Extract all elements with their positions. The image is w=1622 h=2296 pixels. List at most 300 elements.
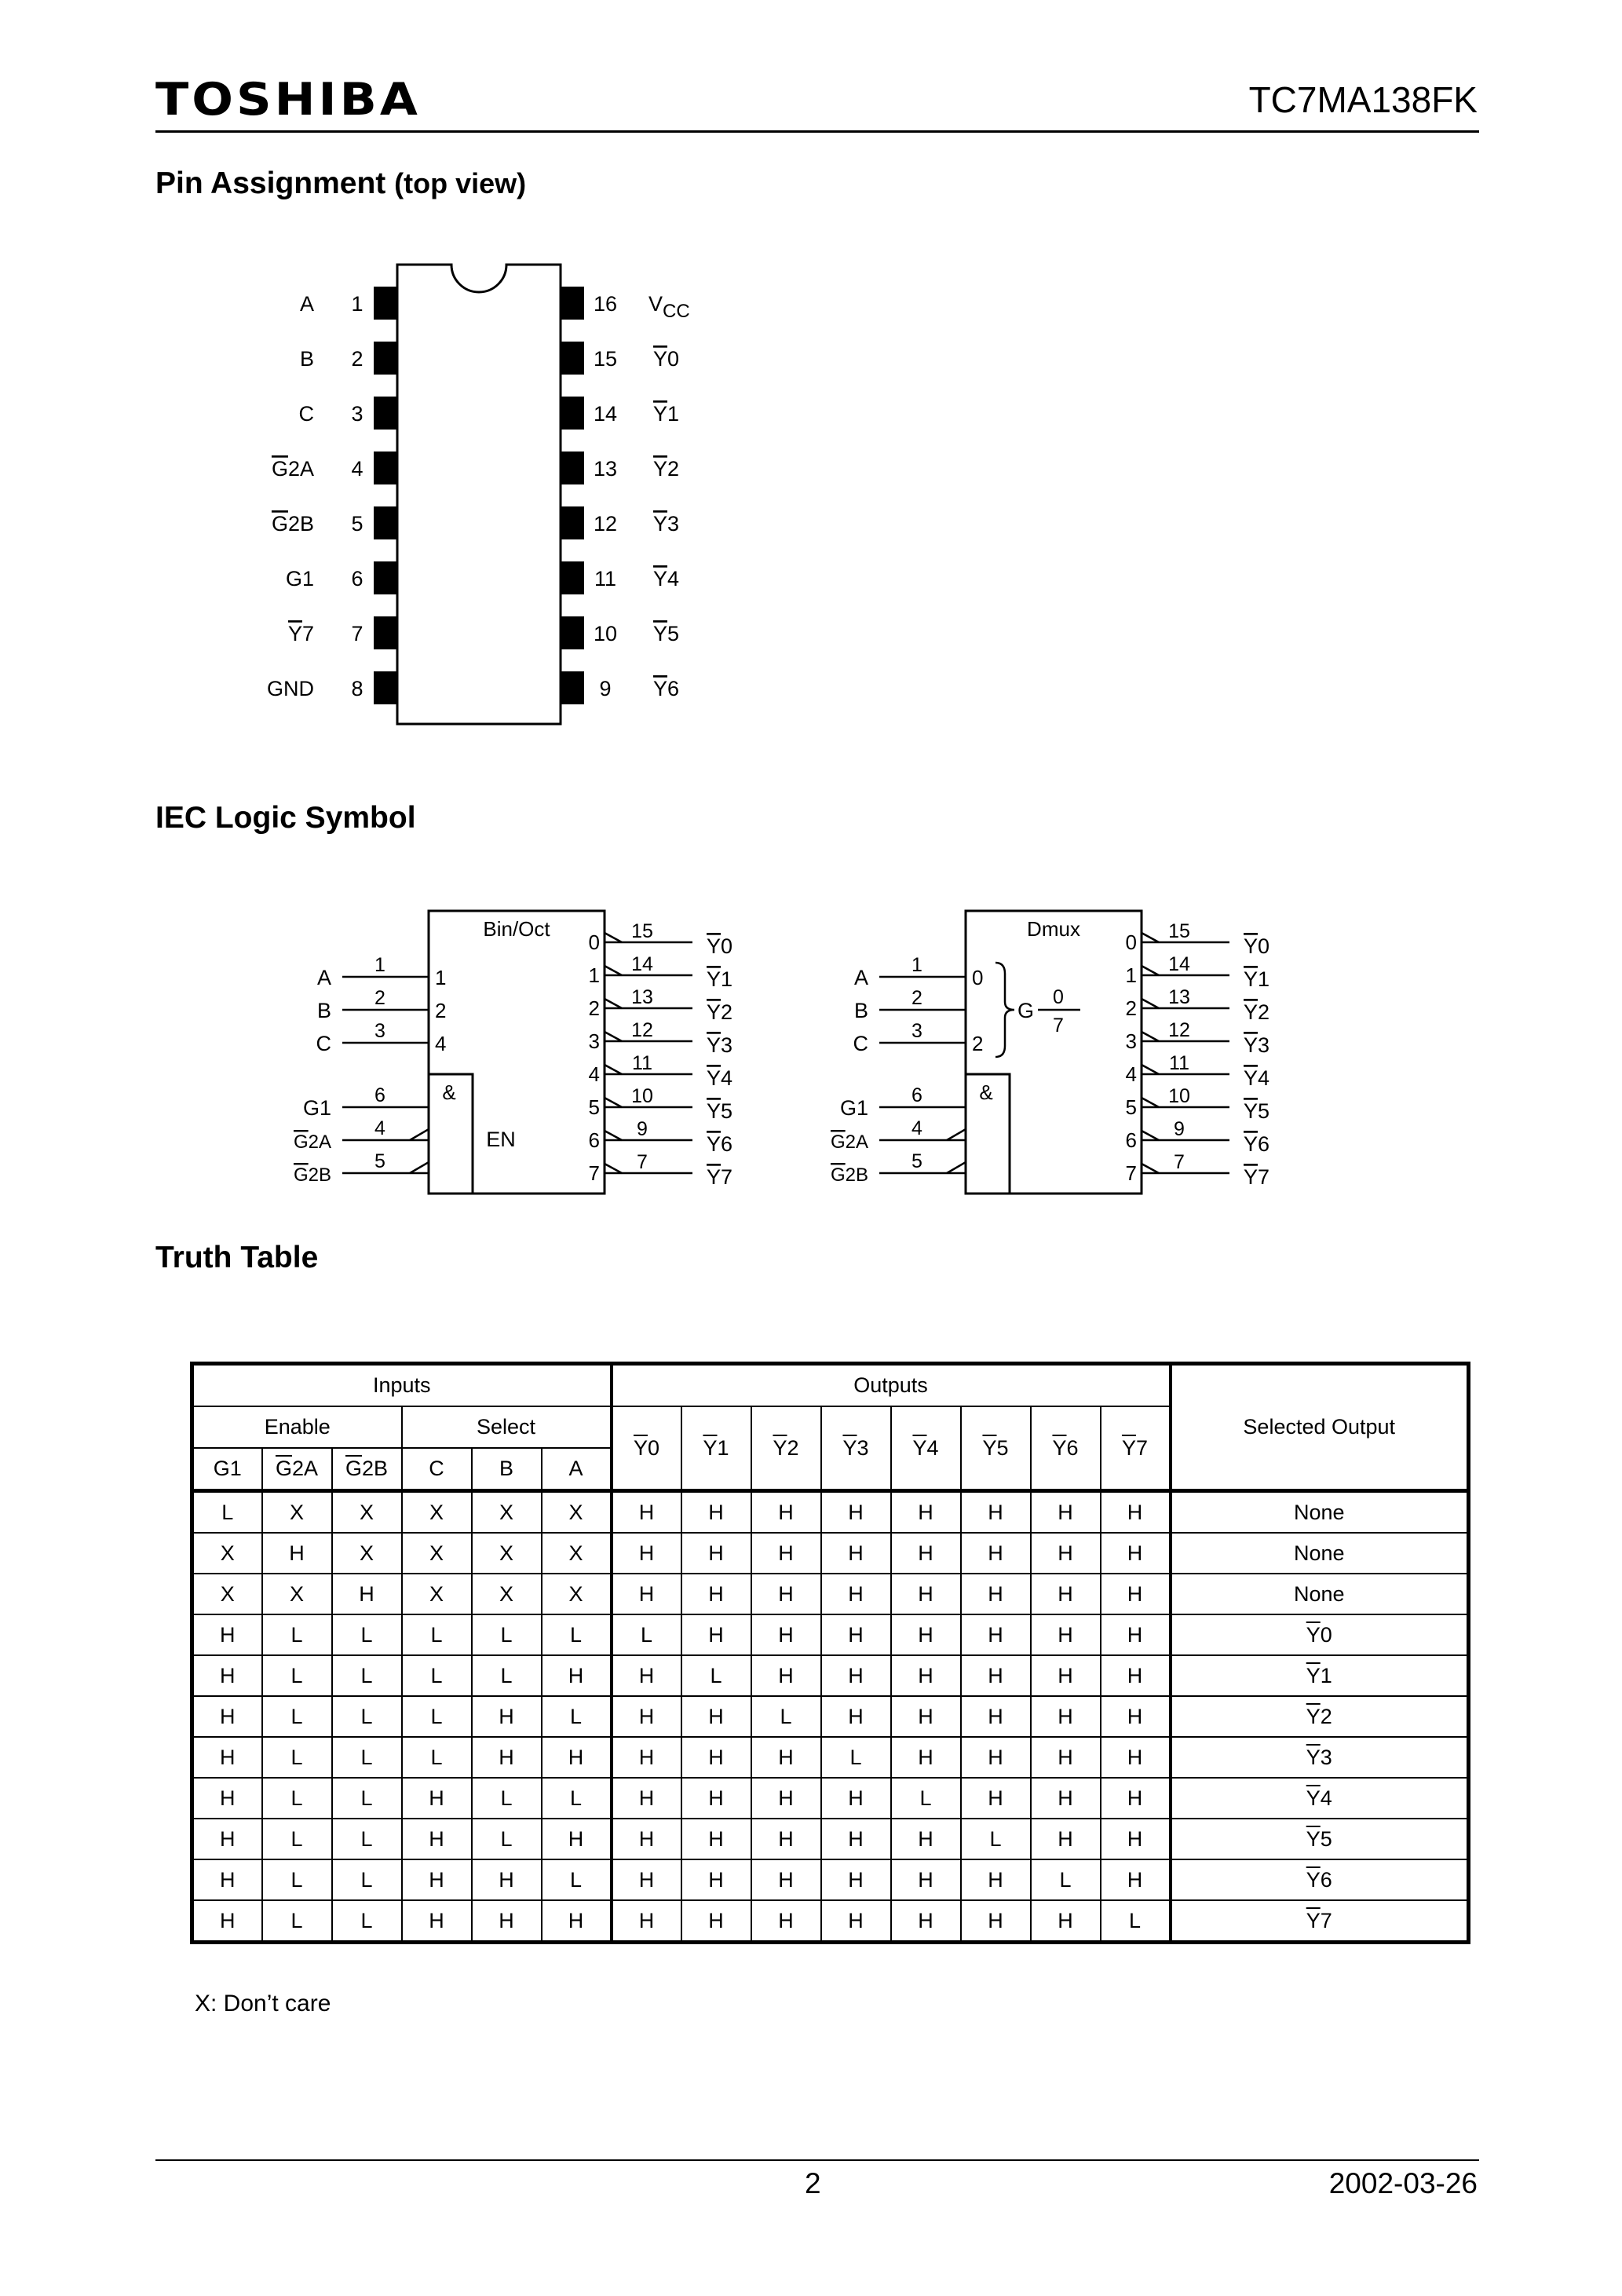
table-cell: H — [961, 1491, 1031, 1534]
table-cell: X — [262, 1574, 332, 1614]
table-cell: H — [821, 1574, 891, 1614]
table-cell: H — [1101, 1491, 1171, 1534]
table-cell: H — [472, 1900, 542, 1943]
table-cell: H — [612, 1819, 681, 1859]
table-cell: L — [472, 1614, 542, 1655]
table-cell: L — [1101, 1900, 1171, 1943]
table-cell: H — [891, 1574, 961, 1614]
table-cell: H — [681, 1859, 751, 1900]
table-cell: H — [681, 1900, 751, 1943]
table-cell: X — [332, 1533, 402, 1574]
negation-indicator — [410, 1162, 429, 1173]
selected-output-cell: None — [1171, 1574, 1469, 1614]
pin-number: 15 — [593, 347, 618, 371]
table-cell: X — [262, 1491, 332, 1534]
output-col-header: $\overline{Y}0$ — [612, 1406, 681, 1491]
table-cell: H — [1101, 1696, 1171, 1737]
table-cell: L — [472, 1778, 542, 1819]
negation-indicator — [1142, 1065, 1159, 1074]
table-cell: L — [332, 1859, 402, 1900]
input-pin: 1 — [911, 954, 922, 976]
negation-indicator — [1142, 966, 1159, 975]
pin-number: 13 — [593, 457, 618, 481]
table-cell: H — [961, 1859, 1031, 1900]
table-cell: H — [821, 1491, 891, 1534]
table-row — [192, 1655, 1469, 1696]
pin-number: 2 — [351, 347, 363, 371]
bin-oct-symbol — [294, 911, 732, 1194]
negation-indicator — [1142, 1098, 1159, 1107]
table-cell: L — [332, 1614, 402, 1655]
table-cell: H — [262, 1533, 332, 1574]
table-cell: H — [612, 1859, 681, 1900]
table-cell: L — [542, 1859, 612, 1900]
negation-indicator — [947, 1129, 966, 1140]
output-pin: 12 — [1168, 1019, 1190, 1041]
pin-pad — [561, 287, 584, 320]
table-cell: H — [681, 1778, 751, 1819]
table-cell: H — [402, 1859, 472, 1900]
input-col-header: $\overline{G}2B$ — [332, 1448, 402, 1491]
page-number: 2 — [805, 2167, 821, 2199]
selected-output-cell: $\overline{Y}1$ — [1171, 1655, 1469, 1696]
pin-pad — [374, 671, 397, 704]
pin-number: 8 — [351, 677, 363, 700]
table-cell: L — [612, 1614, 681, 1655]
table-cell: H — [542, 1737, 612, 1778]
table-cell: H — [821, 1614, 891, 1655]
table-cell: H — [542, 1900, 612, 1943]
input-pin: 1 — [374, 954, 385, 976]
negation-indicator — [1142, 1032, 1159, 1041]
selected-output-cell: $\overline{Y}6$ — [1171, 1859, 1469, 1900]
table-cell: H — [612, 1778, 681, 1819]
input-col-header: G1 — [192, 1448, 262, 1491]
table-cell: L — [262, 1696, 332, 1737]
output-pin: 12 — [631, 1019, 653, 1041]
output-col-header: $\overline{Y}4$ — [891, 1406, 961, 1491]
table-cell: H — [402, 1900, 472, 1943]
pin-number: 1 — [351, 292, 363, 316]
table-cell: H — [1031, 1655, 1101, 1696]
output-name: Y1 — [1244, 967, 1270, 991]
pin-label: G2B — [271, 512, 314, 536]
table-cell: H — [1031, 1491, 1101, 1534]
table-cell: H — [681, 1491, 751, 1534]
table-cell: L — [402, 1614, 472, 1655]
output-col-header: $\overline{Y}7$ — [1101, 1406, 1171, 1491]
pin-number: 11 — [594, 567, 617, 590]
negation-indicator — [605, 999, 622, 1008]
enable-name: G2A — [293, 1132, 331, 1153]
output-pin: 11 — [1169, 1052, 1189, 1074]
table-cell: H — [402, 1819, 472, 1859]
output-name: Y0 — [707, 934, 733, 958]
pin-pad — [374, 506, 397, 539]
table-cell: H — [472, 1737, 542, 1778]
output-pin: 7 — [1174, 1151, 1185, 1173]
truth-table-wrap — [190, 1362, 1470, 1944]
table-cell: X — [542, 1491, 612, 1534]
table-cell: H — [681, 1574, 751, 1614]
table-cell: L — [192, 1491, 262, 1534]
table-cell: H — [681, 1533, 751, 1574]
selected-output-header: Selected Output — [1171, 1364, 1469, 1491]
iec-logic-symbol-title: IEC Logic Symbol — [155, 801, 416, 835]
table-cell: H — [472, 1696, 542, 1737]
pin-label: Y4 — [653, 567, 680, 590]
negation-indicator — [1142, 933, 1159, 942]
pin-label: A — [299, 292, 314, 316]
table-cell: L — [472, 1819, 542, 1859]
table-cell: H — [891, 1655, 961, 1696]
table-cell: H — [612, 1533, 681, 1574]
table-cell: L — [402, 1737, 472, 1778]
table-cell: H — [751, 1491, 821, 1534]
truth-table — [190, 1362, 1470, 1944]
pin-pad — [374, 287, 397, 320]
table-cell: H — [751, 1737, 821, 1778]
table-cell: H — [961, 1614, 1031, 1655]
output-index: 4 — [588, 1062, 600, 1086]
enable-name: G1 — [839, 1096, 868, 1120]
selected-output-cell: $\overline{Y}5$ — [1171, 1819, 1469, 1859]
enable-pin: 6 — [374, 1084, 385, 1106]
table-cell: H — [821, 1900, 891, 1943]
table-cell: L — [1031, 1859, 1101, 1900]
table-row — [192, 1778, 1469, 1819]
table-cell: H — [192, 1859, 262, 1900]
table-cell: X — [402, 1574, 472, 1614]
table-cell: L — [262, 1614, 332, 1655]
input-weight: 0 — [972, 966, 984, 989]
table-row — [192, 1737, 1469, 1778]
negation-indicator — [605, 1032, 622, 1041]
table-cell: L — [542, 1778, 612, 1819]
output-name: Y3 — [707, 1033, 733, 1057]
outputs-header: Outputs — [612, 1364, 1171, 1407]
table-cell: H — [192, 1819, 262, 1859]
table-cell: L — [542, 1696, 612, 1737]
output-pin: 10 — [1168, 1085, 1190, 1107]
table-cell: H — [751, 1533, 821, 1574]
table-cell: H — [821, 1696, 891, 1737]
output-index: 7 — [1125, 1161, 1137, 1185]
table-row — [192, 1491, 1469, 1534]
enable-pin: 5 — [374, 1150, 385, 1172]
input-col-header: C — [402, 1448, 472, 1491]
output-pin: 11 — [632, 1052, 652, 1074]
negation-indicator — [605, 1098, 622, 1107]
brace — [995, 963, 1014, 1057]
output-index: 4 — [1125, 1062, 1137, 1086]
table-cell: H — [751, 1778, 821, 1819]
input-name: C — [853, 1032, 868, 1055]
enable-name: G2B — [830, 1164, 868, 1186]
pin-pad — [374, 561, 397, 594]
negation-indicator — [947, 1162, 966, 1173]
pin-number: 4 — [351, 457, 363, 481]
brand-logo: TOSHIBA — [155, 72, 421, 126]
pin-label: C — [298, 402, 314, 426]
en-label: EN — [486, 1128, 516, 1151]
output-index: 5 — [588, 1095, 600, 1119]
select-header: Select — [402, 1406, 612, 1448]
selected-output-cell: None — [1171, 1491, 1469, 1534]
output-name: Y5 — [1244, 1099, 1270, 1123]
pin-number: 7 — [351, 622, 363, 645]
table-cell: H — [612, 1491, 681, 1534]
output-pin: 14 — [1168, 953, 1190, 975]
table-cell: H — [1031, 1737, 1101, 1778]
pin-number: 10 — [593, 622, 618, 645]
table-cell: H — [542, 1655, 612, 1696]
table-cell: H — [1031, 1778, 1101, 1819]
pin-label: G1 — [285, 567, 314, 590]
pin-label: Y2 — [653, 457, 680, 481]
g-denominator: 7 — [1053, 1015, 1064, 1036]
selected-output-cell: $\overline{Y}3$ — [1171, 1737, 1469, 1778]
negation-indicator — [605, 1164, 622, 1173]
pin-label: GND — [267, 677, 314, 700]
symbol-title: Bin/Oct — [483, 917, 550, 941]
negation-indicator — [1142, 1164, 1159, 1173]
table-cell: L — [262, 1737, 332, 1778]
table-cell: H — [891, 1614, 961, 1655]
table-cell: H — [961, 1900, 1031, 1943]
output-index: 3 — [588, 1029, 600, 1053]
output-pin: 10 — [631, 1085, 653, 1107]
enable-name: G2A — [830, 1132, 868, 1153]
output-pin: 15 — [1168, 920, 1190, 942]
input-name: B — [316, 999, 331, 1022]
enable-pin: 4 — [911, 1117, 922, 1139]
table-cell: L — [332, 1778, 402, 1819]
table-cell: H — [1101, 1778, 1171, 1819]
table-cell: H — [1101, 1655, 1171, 1696]
negation-indicator — [410, 1129, 429, 1140]
table-row — [192, 1533, 1469, 1574]
pin-number: 5 — [351, 512, 363, 536]
pin-pad — [561, 671, 584, 704]
input-pin: 3 — [374, 1020, 385, 1042]
table-cell: L — [262, 1859, 332, 1900]
symbol-title: Dmux — [1027, 917, 1080, 941]
enable-name: G1 — [302, 1096, 331, 1120]
pin-pad — [561, 616, 584, 649]
table-row — [192, 1819, 1469, 1859]
table-cell: X — [402, 1491, 472, 1534]
output-name: Y7 — [707, 1165, 733, 1189]
truth-table-title: Truth Table — [155, 1241, 319, 1274]
output-name: Y3 — [1244, 1033, 1270, 1057]
output-col-header: $\overline{Y}1$ — [681, 1406, 751, 1491]
table-cell: L — [681, 1655, 751, 1696]
negation-indicator — [1142, 999, 1159, 1008]
pin-number: 6 — [351, 567, 363, 590]
table-cell: H — [751, 1614, 821, 1655]
table-cell: H — [681, 1614, 751, 1655]
table-row — [192, 1574, 1469, 1614]
output-name: Y5 — [707, 1099, 733, 1123]
table-row — [192, 1859, 1469, 1900]
table-cell: H — [891, 1491, 961, 1534]
table-cell: L — [262, 1778, 332, 1819]
table-cell: H — [891, 1696, 961, 1737]
table-cell: H — [821, 1859, 891, 1900]
output-index: 1 — [1125, 963, 1137, 987]
output-index: 0 — [588, 930, 600, 954]
output-pin: 9 — [1174, 1118, 1185, 1140]
pin-pad — [561, 397, 584, 430]
pin-label: VCC — [648, 292, 690, 322]
output-name: Y7 — [1244, 1165, 1270, 1189]
table-cell: H — [891, 1737, 961, 1778]
table-cell: H — [681, 1696, 751, 1737]
table-cell: H — [681, 1737, 751, 1778]
table-cell: L — [891, 1778, 961, 1819]
selected-output-cell: $\overline{Y}4$ — [1171, 1778, 1469, 1819]
enable-name: G2B — [293, 1164, 331, 1186]
table-cell: L — [542, 1614, 612, 1655]
input-pin: 2 — [374, 987, 385, 1009]
table-cell: H — [751, 1819, 821, 1859]
table-cell: H — [821, 1655, 891, 1696]
table-row — [192, 1614, 1469, 1655]
g-numerator: 0 — [1053, 986, 1064, 1008]
input-name: A — [316, 966, 331, 989]
output-index: 2 — [588, 996, 600, 1020]
table-cell: H — [961, 1533, 1031, 1574]
pin-number: 14 — [593, 402, 618, 426]
table-cell: X — [332, 1491, 402, 1534]
pin-number: 12 — [593, 512, 618, 536]
input-col-header: $\overline{G}2A$ — [262, 1448, 332, 1491]
input-col-header: B — [472, 1448, 542, 1491]
table-cell: H — [1101, 1859, 1171, 1900]
table-cell: L — [472, 1655, 542, 1696]
pin-assignment-diagram — [0, 0, 1622, 770]
pin-label: B — [299, 347, 314, 371]
table-row — [192, 1696, 1469, 1737]
table-cell: H — [891, 1859, 961, 1900]
symbol-box — [966, 911, 1142, 1194]
table-cell: H — [1031, 1696, 1101, 1737]
output-index: 1 — [588, 963, 600, 987]
table-cell: H — [961, 1696, 1031, 1737]
output-pin: 14 — [631, 953, 653, 975]
table-cell: H — [891, 1819, 961, 1859]
input-name: A — [853, 966, 868, 989]
table-cell: H — [681, 1819, 751, 1859]
pin-pad — [561, 506, 584, 539]
table-cell: H — [751, 1655, 821, 1696]
pin-label: G2A — [271, 457, 314, 481]
pin-label: Y7 — [287, 622, 314, 645]
output-name: Y4 — [707, 1066, 733, 1090]
table-cell: H — [1031, 1533, 1101, 1574]
output-name: Y2 — [707, 1000, 733, 1024]
input-weight: 4 — [435, 1032, 447, 1055]
table-cell: H — [1031, 1614, 1101, 1655]
input-col-header: A — [542, 1448, 612, 1491]
table-row — [192, 1900, 1469, 1943]
table-cell: L — [751, 1696, 821, 1737]
iec-logic-symbols — [0, 864, 1622, 1225]
output-name: Y1 — [707, 967, 733, 991]
table-cell: H — [1101, 1614, 1171, 1655]
selected-output-cell: $\overline{Y}2$ — [1171, 1696, 1469, 1737]
input-weight: 2 — [972, 1032, 984, 1055]
output-pin: 13 — [1168, 986, 1190, 1008]
table-cell: H — [1101, 1533, 1171, 1574]
table-cell: X — [472, 1574, 542, 1614]
table-cell: X — [542, 1574, 612, 1614]
selected-output-cell: $\overline{Y}0$ — [1171, 1614, 1469, 1655]
revision-date: 2002-03-26 — [1328, 2167, 1478, 2199]
output-pin: 9 — [637, 1118, 648, 1140]
pin-label: Y3 — [653, 512, 680, 536]
table-cell: H — [402, 1778, 472, 1819]
table-cell: H — [821, 1533, 891, 1574]
table-cell: X — [472, 1533, 542, 1574]
table-cell: H — [192, 1778, 262, 1819]
output-index: 6 — [588, 1128, 600, 1152]
output-pin: 13 — [631, 986, 653, 1008]
input-weight: 1 — [435, 966, 447, 989]
g-label: G — [1017, 999, 1035, 1022]
table-cell: H — [192, 1696, 262, 1737]
table-cell: H — [612, 1737, 681, 1778]
output-index: 5 — [1125, 1095, 1137, 1119]
dmux-symbol — [831, 911, 1269, 1194]
table-cell: H — [612, 1655, 681, 1696]
output-pin: 7 — [637, 1151, 648, 1173]
table-cell: H — [542, 1819, 612, 1859]
enable-pin: 5 — [911, 1150, 922, 1172]
output-index: 6 — [1125, 1128, 1137, 1152]
output-name: Y4 — [1244, 1066, 1270, 1090]
table-cell: H — [192, 1655, 262, 1696]
output-name: Y2 — [1244, 1000, 1270, 1024]
pin-assignment-title-sub: (top view) — [394, 167, 527, 199]
pin-pad — [374, 342, 397, 375]
output-col-header: $\overline{Y}2$ — [751, 1406, 821, 1491]
output-index: 7 — [588, 1161, 600, 1185]
table-cell: L — [402, 1696, 472, 1737]
table-cell: L — [961, 1819, 1031, 1859]
ic-package — [397, 265, 561, 724]
input-weight: 2 — [435, 999, 447, 1022]
table-cell: H — [192, 1614, 262, 1655]
table-cell: H — [961, 1778, 1031, 1819]
enable-pin: 6 — [911, 1084, 922, 1106]
table-cell: H — [751, 1859, 821, 1900]
selected-output-cell: None — [1171, 1533, 1469, 1574]
table-cell: H — [961, 1574, 1031, 1614]
left-pins — [267, 287, 397, 704]
negation-indicator — [1142, 1131, 1159, 1140]
part-number: TC7MA138FK — [1248, 79, 1478, 120]
table-cell: L — [332, 1655, 402, 1696]
table-cell: H — [961, 1737, 1031, 1778]
pin-label: Y1 — [653, 402, 680, 426]
pin-label: Y5 — [653, 622, 680, 645]
dont-care-note: X: Don’t care — [195, 1991, 331, 2016]
pin-label: Y6 — [653, 677, 680, 700]
negation-indicator — [605, 1131, 622, 1140]
table-cell: L — [402, 1655, 472, 1696]
